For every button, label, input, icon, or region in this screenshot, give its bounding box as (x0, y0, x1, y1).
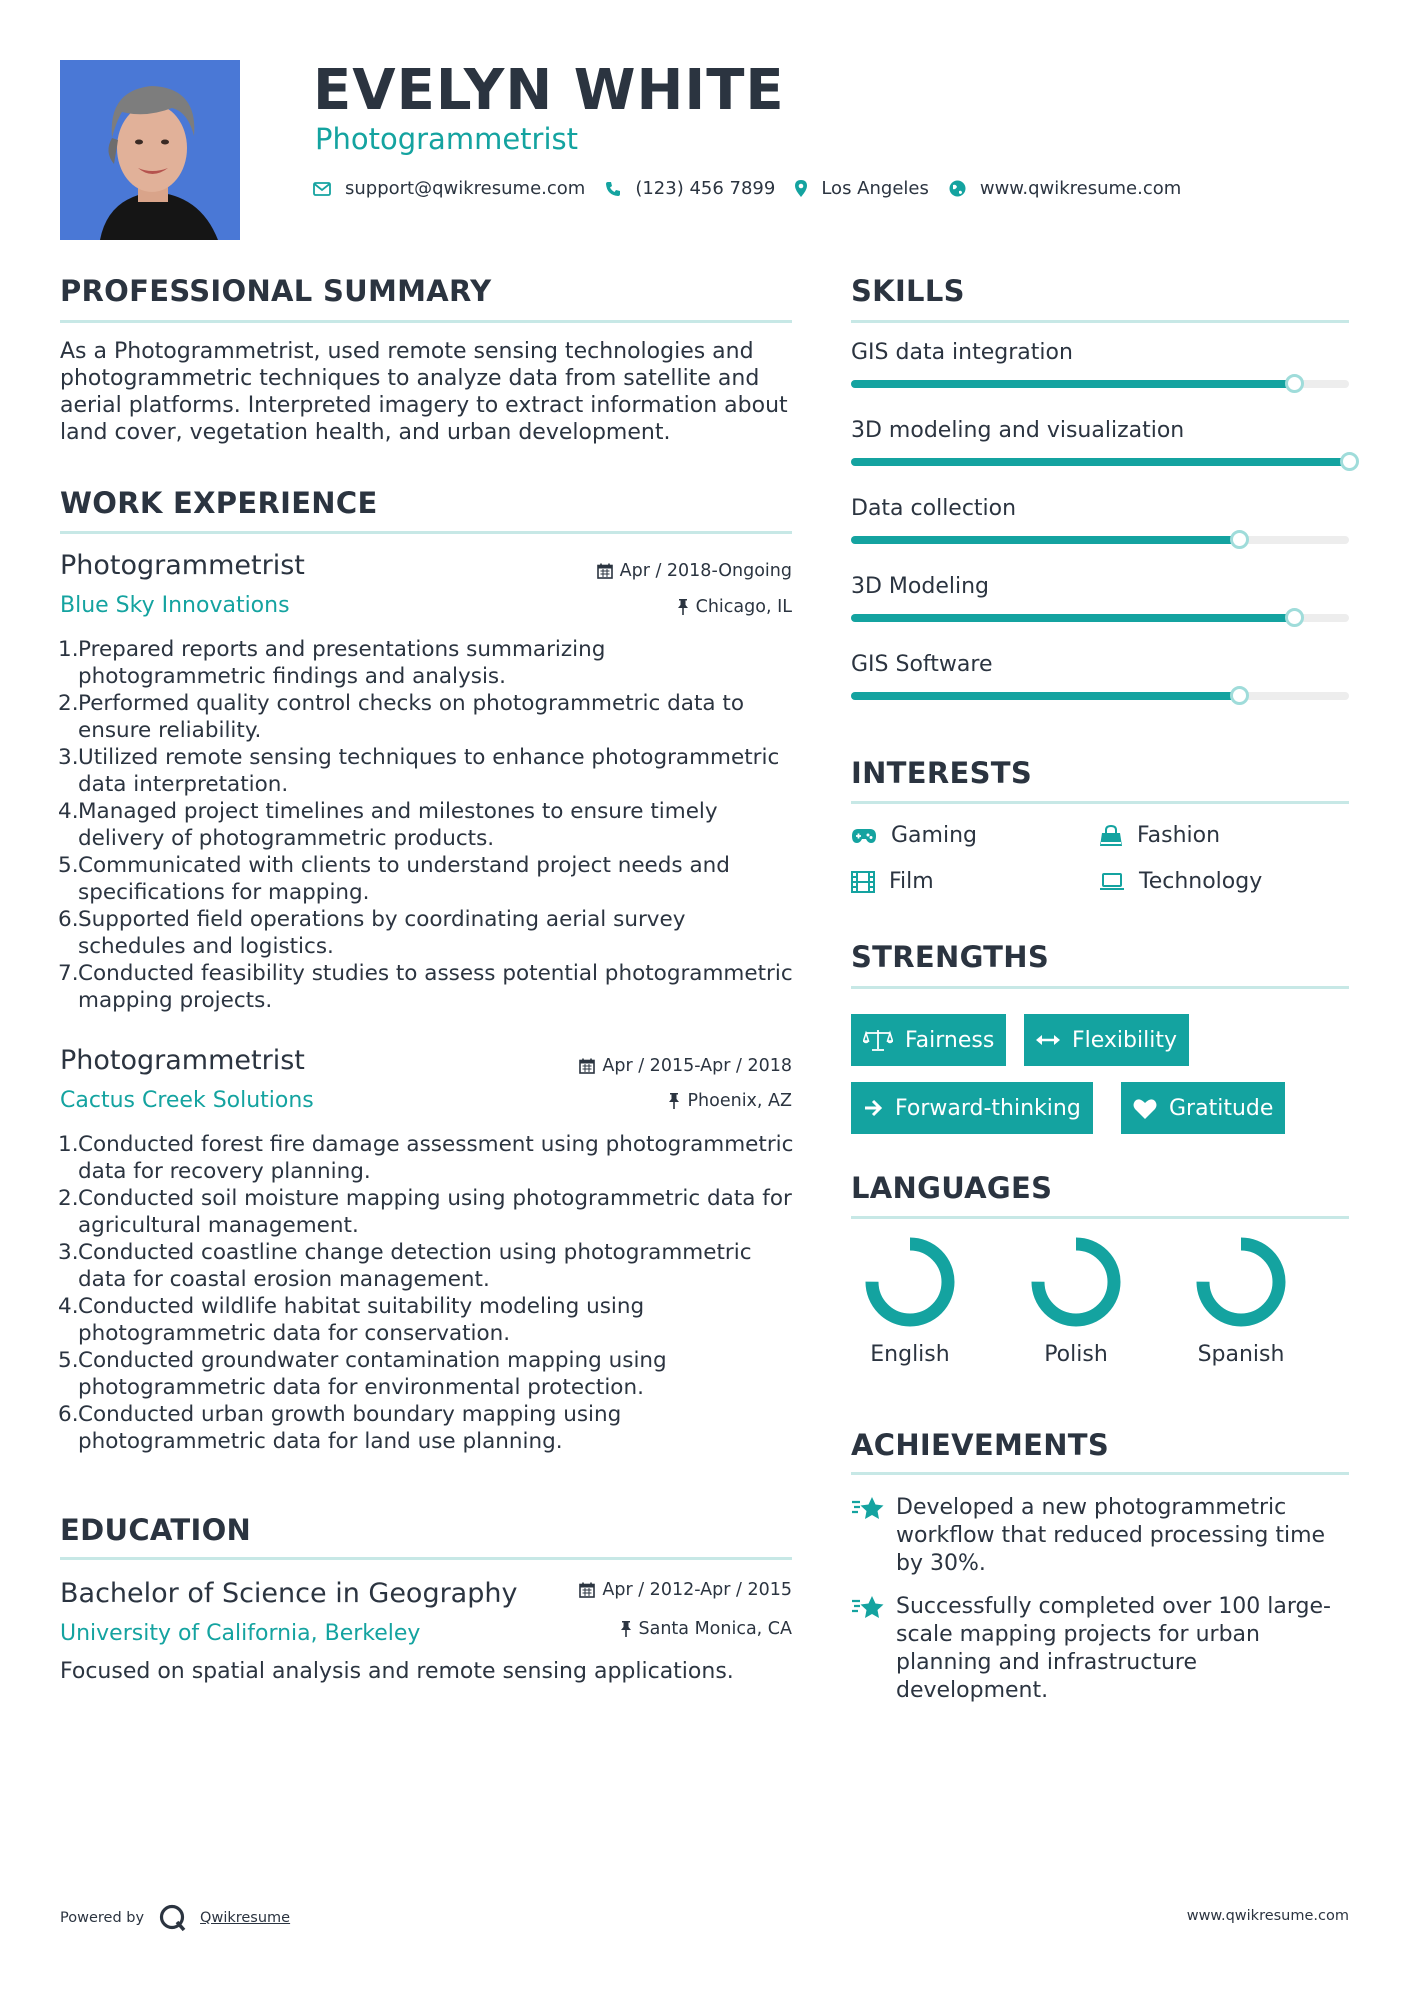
skill-row (851, 652, 1349, 730)
skill-row (851, 418, 1349, 496)
calendar-icon (579, 1582, 595, 1598)
job-company: Blue Sky Innovations (60, 593, 290, 618)
skill-bar (851, 458, 1349, 466)
strength-chip (851, 1014, 1006, 1066)
summary-heading: PROFESSIONAL SUMMARY (60, 274, 492, 308)
pushpin-icon (677, 599, 689, 615)
skill-bar-fill (851, 458, 1349, 466)
skill-bar-knob (1285, 608, 1304, 627)
footer-powered (60, 1903, 290, 1933)
job-location (450, 1091, 792, 1111)
star-icon (851, 1496, 885, 1522)
job-location-text: Chicago, IL (695, 597, 792, 617)
strength-chip (1121, 1082, 1285, 1134)
pushpin-icon (668, 1093, 680, 1109)
skill-bar (851, 614, 1349, 622)
phone-icon (605, 181, 621, 197)
interest-label: Fashion (1137, 823, 1221, 848)
skill-name: Data collection (851, 496, 1017, 521)
contact-phone[interactable]: (123) 456 7899 (635, 178, 776, 199)
list-item: Conducted wildlife habitat suitability modeling using photogrammetric data for conservation. (78, 1294, 645, 1346)
globe-icon (949, 180, 966, 197)
list-item: Communicated with clients to understand project needs and specifications for mapping. (78, 853, 730, 905)
film-icon (851, 871, 875, 893)
powered-by-label: Powered by (60, 1910, 145, 1926)
job-dates (450, 1056, 792, 1076)
job-title: Photogrammetrist (60, 1045, 305, 1076)
list-item: Managed project timelines and milestones to ensure timely delivery of photogrammetric products. (78, 799, 718, 851)
languages-rule (851, 1216, 1349, 1219)
achievement-text: Developed a new photogrammetric workflow that reduced processing time by 30%. (896, 1495, 1326, 1576)
skill-bar-fill (851, 692, 1239, 700)
pushpin-icon (620, 1621, 632, 1637)
skill-bar-knob (1230, 686, 1249, 705)
skill-bar (851, 380, 1349, 388)
list-item: Conducted urban growth boundary mapping using photogrammetric data for land use planning. (78, 1402, 622, 1454)
contact-email[interactable]: support@qwikresume.com (345, 178, 586, 199)
skill-name: GIS Software (851, 652, 993, 677)
list-item: Performed quality control checks on photogrammetric data to ensure reliability. (78, 691, 744, 743)
language-ring (855, 1236, 965, 1336)
gamepad-icon (851, 828, 877, 844)
skill-row (851, 340, 1349, 418)
balance-scale-icon (863, 1029, 893, 1051)
skills-rule (851, 320, 1349, 323)
experience-rule (60, 531, 792, 534)
list-item: Utilized remote sensing techniques to enhance photogrammetric data interpretation. (78, 745, 780, 797)
footer-url[interactable]: www.qwikresume.com (1186, 1908, 1349, 1924)
languages-list (851, 1236, 1349, 1376)
qwikresume-logo-icon (158, 1903, 188, 1933)
list-item: Conducted soil moisture mapping using photogrammetric data for agricultural management. (78, 1186, 792, 1238)
job-title: Photogrammetrist (60, 550, 305, 581)
skill-bar-knob (1230, 530, 1249, 549)
interest-item (851, 823, 977, 848)
skills-list (851, 340, 1349, 730)
language-label: English (870, 1342, 950, 1367)
candidate-name: EVELYN WHITE (313, 58, 785, 123)
skill-row (851, 574, 1349, 652)
job-responsibilities (58, 1131, 798, 1455)
interest-label: Gaming (891, 823, 977, 848)
list-item: Conducted coastline change detection using photogrammetric data for coastal erosion management. (78, 1240, 752, 1292)
education-rule (60, 1557, 792, 1560)
arrow-right-icon (863, 1098, 883, 1118)
star-icon (851, 1595, 885, 1621)
interest-item (1099, 869, 1262, 894)
skill-name: GIS data integration (851, 340, 1073, 365)
skill-bar-fill (851, 380, 1294, 388)
interest-item (1099, 823, 1220, 848)
strengths-rule (851, 986, 1349, 989)
school-name: University of California, Berkeley (60, 1621, 421, 1646)
achievement-item (851, 1593, 1349, 1705)
achievements-heading: ACHIEVEMENTS (851, 1428, 1110, 1462)
interests-rule (851, 801, 1349, 804)
education-location (450, 1619, 792, 1639)
skills-heading: SKILLS (851, 274, 965, 308)
portrait-image (60, 60, 240, 240)
contact-website[interactable]: www.qwikresume.com (979, 178, 1182, 199)
arrows-horizontal-icon (1036, 1033, 1060, 1047)
skill-bar-fill (851, 536, 1239, 544)
skill-bar-knob (1340, 452, 1359, 471)
achievements-rule (851, 1472, 1349, 1475)
languages-heading: LANGUAGES (851, 1171, 1053, 1205)
skill-name: 3D modeling and visualization (851, 418, 1185, 443)
job-responsibilities (58, 636, 798, 1014)
achievement-text: Successfully completed over 100 large-scale mapping projects for urban planning and infrastructure development. (896, 1594, 1331, 1703)
contact-bar (313, 178, 1201, 199)
job-location (450, 597, 792, 617)
strength-chip (851, 1082, 1093, 1134)
education-location-text: Santa Monica, CA (638, 1619, 792, 1639)
skill-bar (851, 692, 1349, 700)
strength-chip (1024, 1014, 1189, 1066)
strength-label: Gratitude (1169, 1095, 1274, 1121)
calendar-icon (597, 563, 613, 579)
education-dates-text: Apr / 2012-Apr / 2015 (602, 1580, 792, 1600)
experience-heading: WORK EXPERIENCE (60, 486, 378, 520)
language-ring (1186, 1236, 1296, 1336)
language-label: Polish (1044, 1342, 1108, 1367)
list-item: Prepared reports and presentations summarizing photogrammetric findings and analysis. (78, 637, 606, 689)
job-company: Cactus Creek Solutions (60, 1088, 314, 1113)
interest-label: Film (889, 869, 934, 894)
list-item: Supported field operations by coordinating aerial survey schedules and logistics. (78, 907, 686, 959)
interests-heading: INTERESTS (851, 756, 1033, 790)
education-description: Focused on spatial analysis and remote sensing applications. (60, 1659, 734, 1684)
brand-link[interactable]: Qwikresume (200, 1910, 291, 1926)
candidate-title: Photogrammetrist (315, 122, 578, 156)
job-dates-text: Apr / 2015-Apr / 2018 (602, 1056, 792, 1076)
profile-photo (60, 60, 240, 240)
language-ring (1021, 1236, 1131, 1336)
summary-text: As a Photogrammetrist, used remote sensing technologies and photogrammetric techniques to analyze data from satellite and aerial platforms. Interpreted imagery to extract information about land cover, vegetation health, and urban development. (60, 339, 788, 445)
map-marker-icon (795, 180, 807, 197)
education-dates (450, 1580, 792, 1600)
skill-name: 3D Modeling (851, 574, 990, 599)
list-item: Conducted feasibility studies to assess potential photogrammetric mapping projects. (78, 961, 793, 1013)
heart-icon (1133, 1098, 1157, 1119)
list-item: Conducted groundwater contamination mapping using photogrammetric data for environmental protection. (78, 1348, 667, 1400)
skill-bar-knob (1285, 374, 1304, 393)
calendar-icon (579, 1058, 595, 1074)
shopping-bag-icon (1099, 825, 1123, 847)
strengths-heading: STRENGTHS (851, 940, 1050, 974)
interest-item (851, 869, 934, 894)
summary-rule (60, 320, 792, 323)
language-item (1186, 1236, 1296, 1367)
skill-row (851, 496, 1349, 574)
contact-location: Los Angeles (821, 178, 929, 199)
envelope-icon (313, 182, 331, 196)
job-dates-text: Apr / 2018-Ongoing (619, 561, 792, 581)
language-label: Spanish (1197, 1342, 1285, 1367)
laptop-icon (1099, 873, 1125, 891)
strength-label: Flexibility (1072, 1027, 1177, 1053)
degree-title: Bachelor of Science in Geography (60, 1578, 518, 1609)
strength-label: Forward-thinking (895, 1095, 1081, 1121)
job-dates (450, 561, 792, 581)
interest-label: Technology (1139, 869, 1263, 894)
list-item: Conducted forest fire damage assessment using photogrammetric data for recovery planning. (78, 1132, 794, 1184)
strength-label: Fairness (905, 1027, 995, 1053)
education-heading: EDUCATION (60, 1513, 252, 1547)
job-location-text: Phoenix, AZ (687, 1091, 792, 1111)
skill-bar (851, 536, 1349, 544)
language-item (1021, 1236, 1131, 1367)
skill-bar-fill (851, 614, 1294, 622)
language-item (855, 1236, 965, 1367)
achievement-item (851, 1494, 1349, 1578)
